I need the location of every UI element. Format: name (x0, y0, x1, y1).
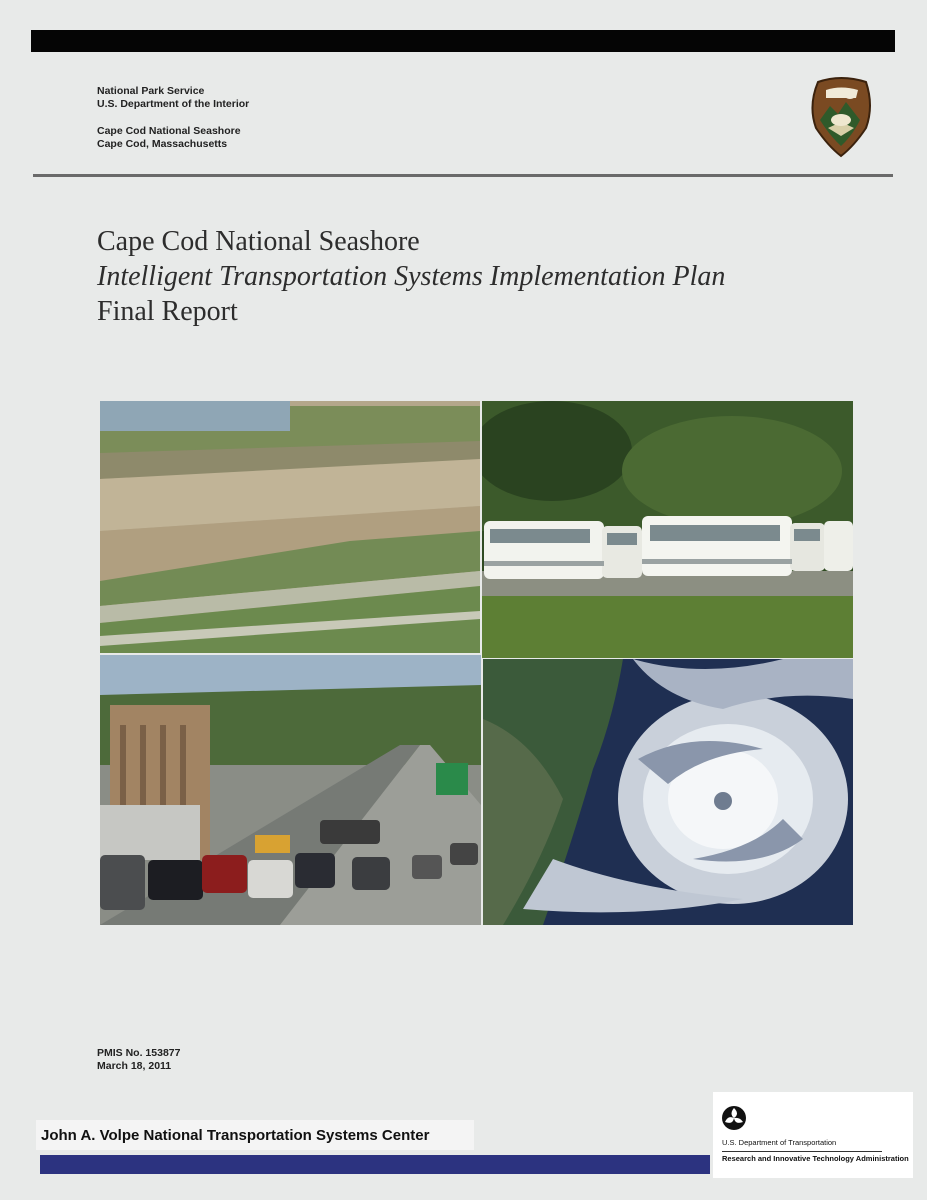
highway-traffic-photo (100, 655, 481, 925)
blue-footer-bar (40, 1155, 710, 1174)
pmis-number: PMIS No. 153877 (97, 1047, 181, 1059)
usdot-name: U.S. Department of Transportation (722, 1138, 837, 1147)
title-line-3: Final Report (97, 296, 238, 327)
title-line-1: Cape Cod National Seashore (97, 226, 420, 257)
report-info (97, 1047, 180, 1073)
usdot-triskelion-icon (721, 1105, 747, 1131)
hurricane-satellite-photo (483, 659, 853, 925)
beach-dunes-photo (100, 401, 480, 653)
photo-collage (100, 401, 853, 925)
tram-shuttles-photo (482, 401, 853, 658)
nps-arrowhead-icon (808, 76, 874, 158)
usdot-rule (722, 1151, 882, 1152)
rita-name: Research and Innovative Technology Administration (722, 1154, 909, 1163)
agency-line-2: U.S. Department of the Interior (97, 98, 250, 110)
report-date: March 18, 2011 (97, 1060, 172, 1072)
agency-block (97, 85, 249, 151)
agency-line-1: National Park Service (97, 85, 205, 97)
header-rule (33, 174, 893, 177)
top-black-bar (31, 30, 895, 52)
volpe-center-name: John A. Volpe National Transportation Systems Center (41, 1127, 430, 1144)
park-line-1: Cape Cod National Seashore (97, 125, 241, 137)
report-title (97, 224, 725, 329)
title-line-2: Intelligent Transportation Systems Implementation Plan (97, 261, 726, 292)
park-line-2: Cape Cod, Massachusetts (97, 138, 228, 150)
